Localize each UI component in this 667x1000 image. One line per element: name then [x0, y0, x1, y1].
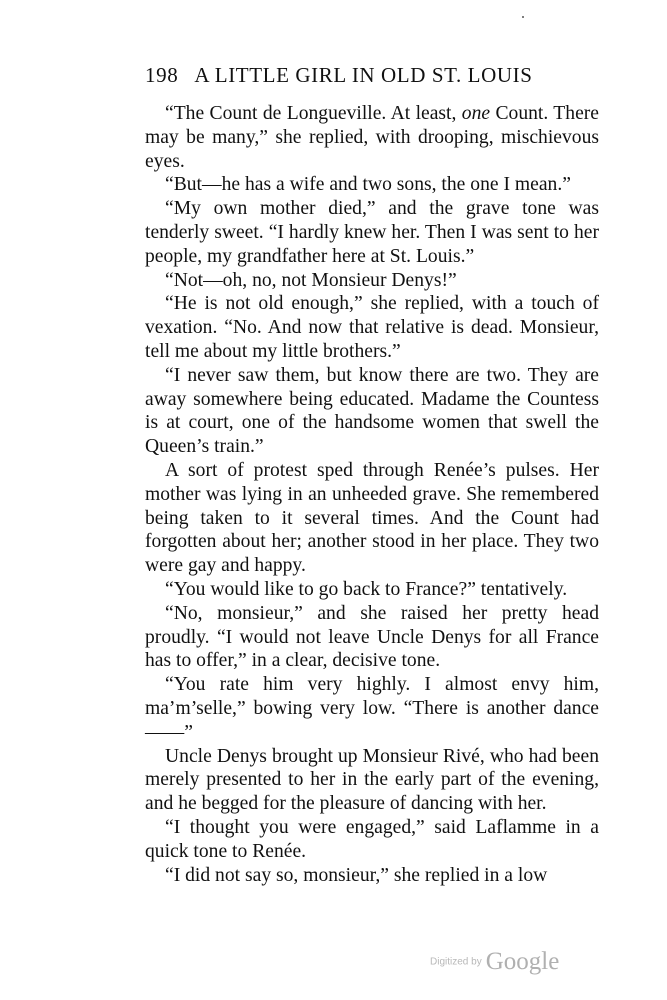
paragraph: Uncle Denys brought up Monsieur Rivé, who had been merely presented to her in the early part of the evening, and he begged for the pleasure of dancing with her.: [145, 745, 599, 815]
paragraph: “I never saw them, but know there are two. They are away somewhere being educated. Madame the Countess is at court, one of the handsome women that swell the Queen’s train.”: [145, 364, 599, 458]
speck: [522, 16, 524, 18]
digitized-watermark: [430, 948, 590, 988]
google-logo: Google: [485, 948, 560, 975]
paragraph: “No, monsieur,” and she raised her pretty head proudly. “I would not leave Uncle Denys for all France has to offer,” in a clear, decisive tone.: [145, 602, 599, 672]
running-header: [145, 63, 599, 88]
paragraph: “I did not say so, monsieur,” she replied in a low: [165, 864, 548, 886]
paragraph: “I thought you were engaged,” said Laflamme in a quick tone to Renée.: [145, 816, 599, 862]
paragraph: A sort of protest sped through Renée’s pulses. Her mother was lying in an unheeded grave. She remembered being taken to it several times. And the Count had forgotten about her; another stood in her place. They two were gay and happy.: [145, 459, 599, 577]
running-title: A LITTLE GIRL IN OLD ST. LOUIS: [194, 63, 533, 87]
paragraph: “But—he has a wife and two sons, the one I mean.”: [165, 174, 571, 196]
digitized-by-label: Digitized by: [430, 956, 482, 968]
paragraph: “You rate him very highly. I almost envy him, ma’m’selle,” bowing very low. “There is another dance——”: [145, 674, 599, 743]
body-text: [145, 102, 599, 887]
paragraph: “The Count de Longueville. At least, one Count. There may be many,” she replied, with drooping, mischievous eyes.: [145, 103, 599, 172]
paragraph: “Not—oh, no, not Monsieur Denys!”: [165, 269, 457, 291]
paragraph: “My own mother died,” and the grave tone was tenderly sweet. “I hardly knew her. Then I was sent to her people, my grandfather here at St. Louis.”: [145, 198, 599, 267]
paragraph: “He is not old enough,” she replied, with a touch of vexation. “No. And now that relative is dead. Monsieur, tell me about my little brothers.”: [145, 293, 599, 362]
paragraph: “You would like to go back to France?” tentatively.: [165, 578, 568, 600]
page-number: 198: [145, 63, 179, 87]
